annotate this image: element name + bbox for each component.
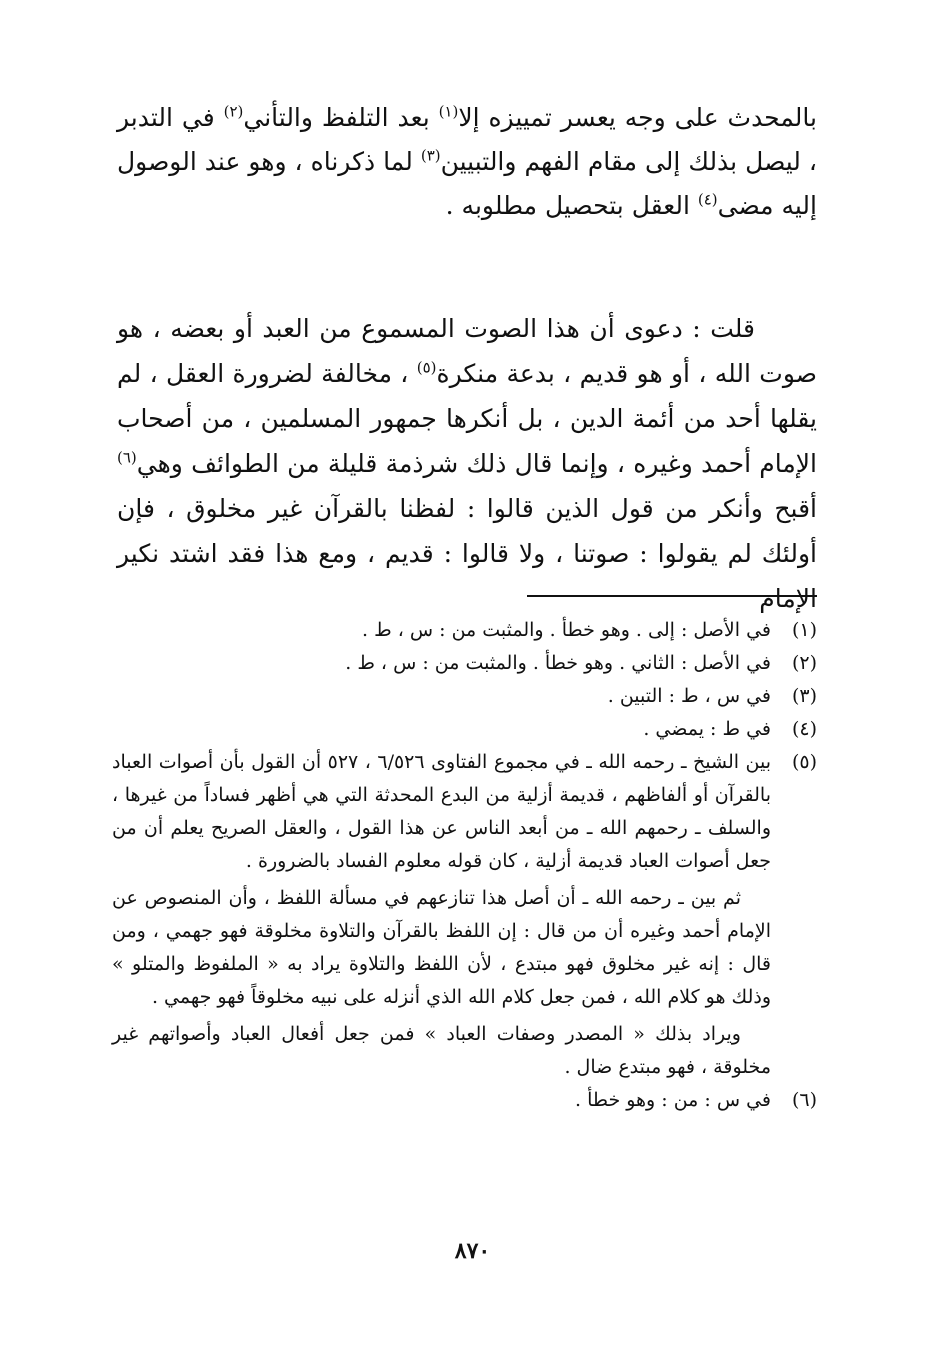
footnote-number: (١) [791,619,817,641]
footnote-text [112,1084,771,1117]
footnote-number: (٣) [791,685,817,707]
text-run: قلت : دعوى أن هذا الصوت المسموع من العبد أو بعضه ، هو صوت الله ، أو هو قديم ، بدعة منكرة [117,314,817,388]
comment-paragraph [117,306,817,621]
footnote-divider [527,595,817,597]
footnote-ref-1[interactable]: (١) [438,102,459,121]
footnote-ref-4[interactable]: (٤) [697,190,718,209]
comment-text [117,306,817,621]
footnote-text [112,647,771,680]
footnote-number: (٦) [791,1089,817,1111]
footnote-paragraph: بين الشيخ ـ رحمه الله ـ في مجموع الفتاوى ٦/٥٢٦ ، ٥٢٧ أن القول بأن أصوات العباد بالقرآن أو ألفاظهم ، قديمة أزلية من البدع المحدثة التي هي أظهر فساداً من غيرها ، والسلف ـ رحمهم الله ـ من أبعد الناس عن هذا القول ، والعقل الصريح يعلم أن من جعل أصوات العباد قديمة أزلية ، كان قوله معلوم الفساد بالضرورة . [112,751,771,872]
footnote-paragraph: في الأصل : الثاني . وهو خطأ . والمثبت من : س ، ط . [345,652,771,674]
footnote-2 [112,647,817,680]
footnote-text [112,713,771,746]
continuation-paragraph [117,96,817,228]
footnote-4 [112,713,817,746]
footnote-ref-2[interactable]: (٢) [223,102,244,121]
footnotes [112,614,817,1117]
footnote-ref-6[interactable]: (٦) [117,448,137,467]
footnote-6 [112,1084,817,1117]
text-run: ، مخالفة لضرورة العقل ، لم يقلها أحد من أئمة الدين ، بل أنكرها جمهور المسلمين ، من أصحاب الإمام أحمد وغيره ، وإنما قال ذلك شرذمة قليلة من الطوائف وهي [117,359,817,478]
footnote-paragraph: في الأصل : إلى . وهو خطأ . والمثبت من : س ، ط . [362,619,771,641]
footnote-number: (٤) [791,718,817,740]
footnote-text [112,746,771,1084]
text-run: بعد التلفظ والتأني [243,103,439,132]
text-run: العقل بتحصيل مطلوبه . [445,191,698,220]
continuation-text [117,96,817,228]
footnote-number: (٥) [791,751,817,773]
footnote-text [112,614,771,647]
footnote-paragraph: في س : من : وهو خطأ . [574,1089,771,1111]
text-run: أقبح وأنكر من قول الذين قالوا : لفظنا بالقرآن غير مخلوق ، فإن أولئك لم يقولوا : صوتنا ، ولا قالوا : قديم ، ومع هذا فقد اشتد نكير الإمام [117,494,817,613]
text-run: لما ذكرناه ، وهو عند الوصول إليه مضى [117,147,817,220]
footnote-number: (٢) [791,652,817,674]
footnote-ref-5[interactable]: (٥) [416,358,437,377]
footnote-5 [112,746,817,1084]
footnote-paragraph: في ط : يمضي . [643,718,771,740]
text-run: بالمحدث على وجه يعسر تمييزه إلا [458,103,817,132]
page-number: ٨٧٠ [454,1238,491,1264]
text-run: في التدبر ، ليصل بذلك إلى مقام الفهم والتبيين [117,103,817,176]
footnote-paragraph: ثم بين ـ رحمه الله ـ أن أصل هذا تنازعهم في مسألة اللفظ ، وأن المنصوص عن الإمام أحمد وغيره أن من قال : إن اللفظ بالقرآن والتلاوة مخلوقة فهو جهمي ، ومن قال : إنه غير مخلوق فهو مبتدع ، لأن اللفظ والتلاوة يراد به « الملفوظ والمتلو » وذلك هو كلام الله ، فمن جعل كلام الله الذي أنزله على نبيه مخلوقاً فهو جهمي . [112,887,771,1008]
footnote-ref-3[interactable]: (٣) [420,146,441,165]
footnote-text [112,680,771,713]
footnote-1 [112,614,817,647]
footnote-paragraph: في س ، ط : التبين . [607,685,771,707]
footnote-3 [112,680,817,713]
footnote-paragraph: ويراد بذلك « المصدر وصفات العباد » فمن جعل أفعال العباد وأصواتهم غير مخلوقة ، فهو مبتدع ضال . [112,1023,771,1078]
